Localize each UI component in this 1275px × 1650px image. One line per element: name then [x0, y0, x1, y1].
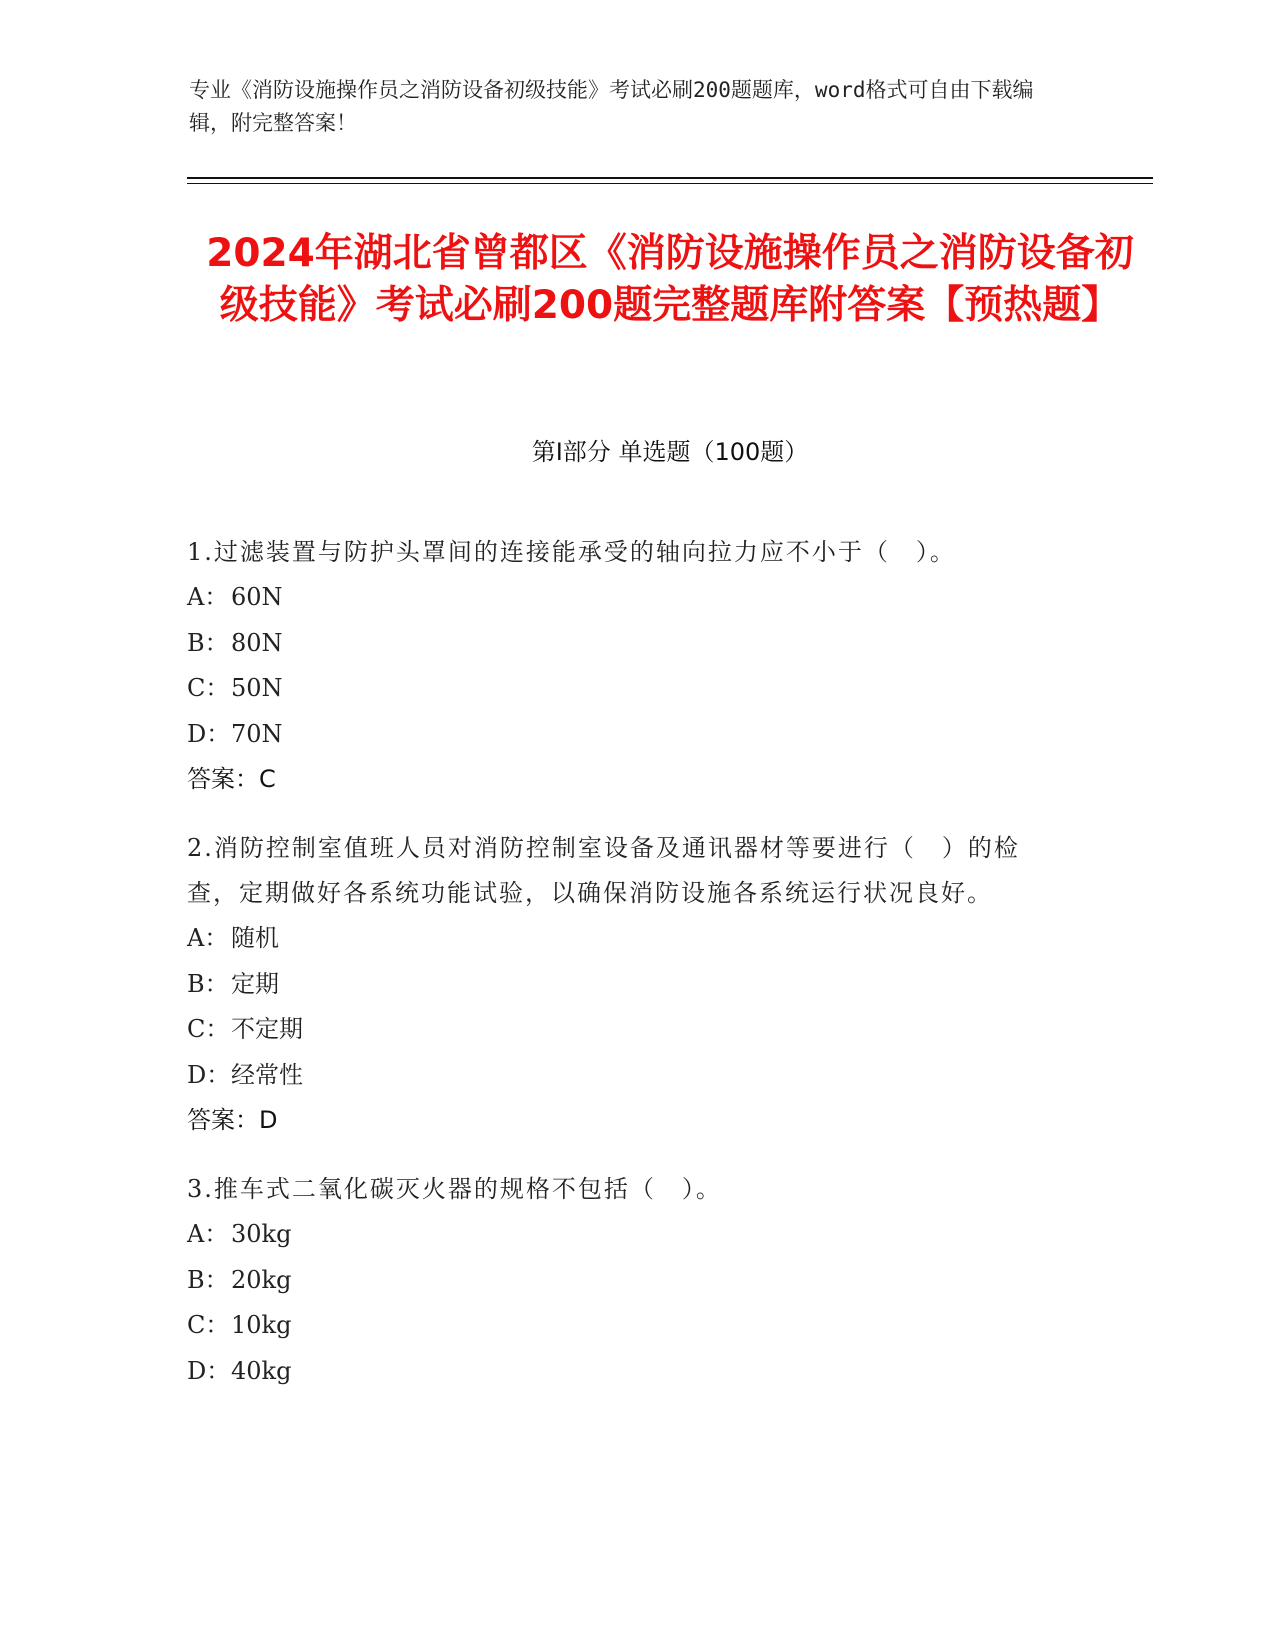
option-c: [187, 1007, 1067, 1053]
option-d: [187, 1349, 1067, 1395]
question-stem: 2.消防控制室值班人员对消防控制室设备及通讯器材等要进行（ ）的检查，定期做好各系统功能试验，以确保消防设施各系统运行状况良好。: [187, 834, 1020, 907]
question-3: [187, 1167, 1067, 1394]
document-title: 2024年湖北省曾都区《消防设施操作员之消防设备初级技能》考试必刷200题完整题库附答案【预热题】: [206, 231, 1134, 328]
option-text: 定期: [231, 969, 279, 998]
option-key: C：: [187, 1311, 230, 1339]
answer-label: 答案：: [187, 1106, 259, 1134]
option-key: A：: [187, 583, 229, 611]
option-key: D：: [187, 719, 231, 748]
question-1: [187, 530, 1067, 802]
option-text: 60N: [231, 583, 283, 611]
answer-line: [187, 757, 1067, 802]
question-stem: 3.推车式二氧化碳灭火器的规格不包括（ ）。: [187, 1175, 722, 1203]
option-key: B：: [187, 628, 229, 657]
option-text: 随机: [231, 924, 279, 952]
question-stem: 1.过滤装置与防护头罩间的连接能承受的轴向拉力应不小于（ ）。: [187, 538, 956, 566]
option-text: 20kg: [231, 1265, 292, 1294]
option-text: 不定期: [231, 1015, 303, 1043]
section-title: 第Ⅰ部分 单选题（100题）: [531, 438, 809, 466]
option-a: [187, 1212, 1067, 1258]
option-text: 50N: [231, 674, 283, 702]
option-a: [187, 575, 1067, 621]
option-d: [187, 712, 1067, 758]
option-b: [187, 1258, 1067, 1304]
option-a: [187, 916, 1067, 962]
option-text: 80N: [231, 628, 283, 657]
answer-label: 答案：: [187, 765, 259, 793]
option-d: [187, 1053, 1067, 1099]
option-b: [187, 962, 1067, 1008]
option-text: 40kg: [231, 1356, 292, 1385]
answer-line: [187, 1098, 1067, 1143]
option-key: D：: [187, 1356, 231, 1385]
option-text: 经常性: [231, 1060, 303, 1089]
option-key: B：: [187, 1265, 229, 1294]
header-divider-thin: [187, 183, 1153, 184]
option-text: 70N: [231, 719, 283, 748]
option-key: A：: [187, 924, 229, 952]
answer-value: D: [259, 1106, 278, 1134]
option-key: C：: [187, 674, 230, 702]
header-divider-thick: [187, 177, 1153, 179]
header-note: 专业《消防设施操作员之消防设备初级技能》考试必刷200题题库，word格式可自由下载编辑，附完整答案！: [189, 78, 1034, 135]
option-text: 10kg: [231, 1311, 292, 1339]
option-text: 30kg: [231, 1220, 292, 1248]
answer-value: C: [259, 765, 276, 793]
option-b: [187, 621, 1067, 667]
option-c: [187, 1303, 1067, 1349]
question-list: [187, 530, 1067, 1418]
option-c: [187, 666, 1067, 712]
option-key: C：: [187, 1015, 230, 1043]
option-key: D：: [187, 1060, 231, 1089]
question-2: [187, 826, 1067, 1143]
option-key: B：: [187, 969, 229, 998]
option-key: A：: [187, 1220, 229, 1248]
